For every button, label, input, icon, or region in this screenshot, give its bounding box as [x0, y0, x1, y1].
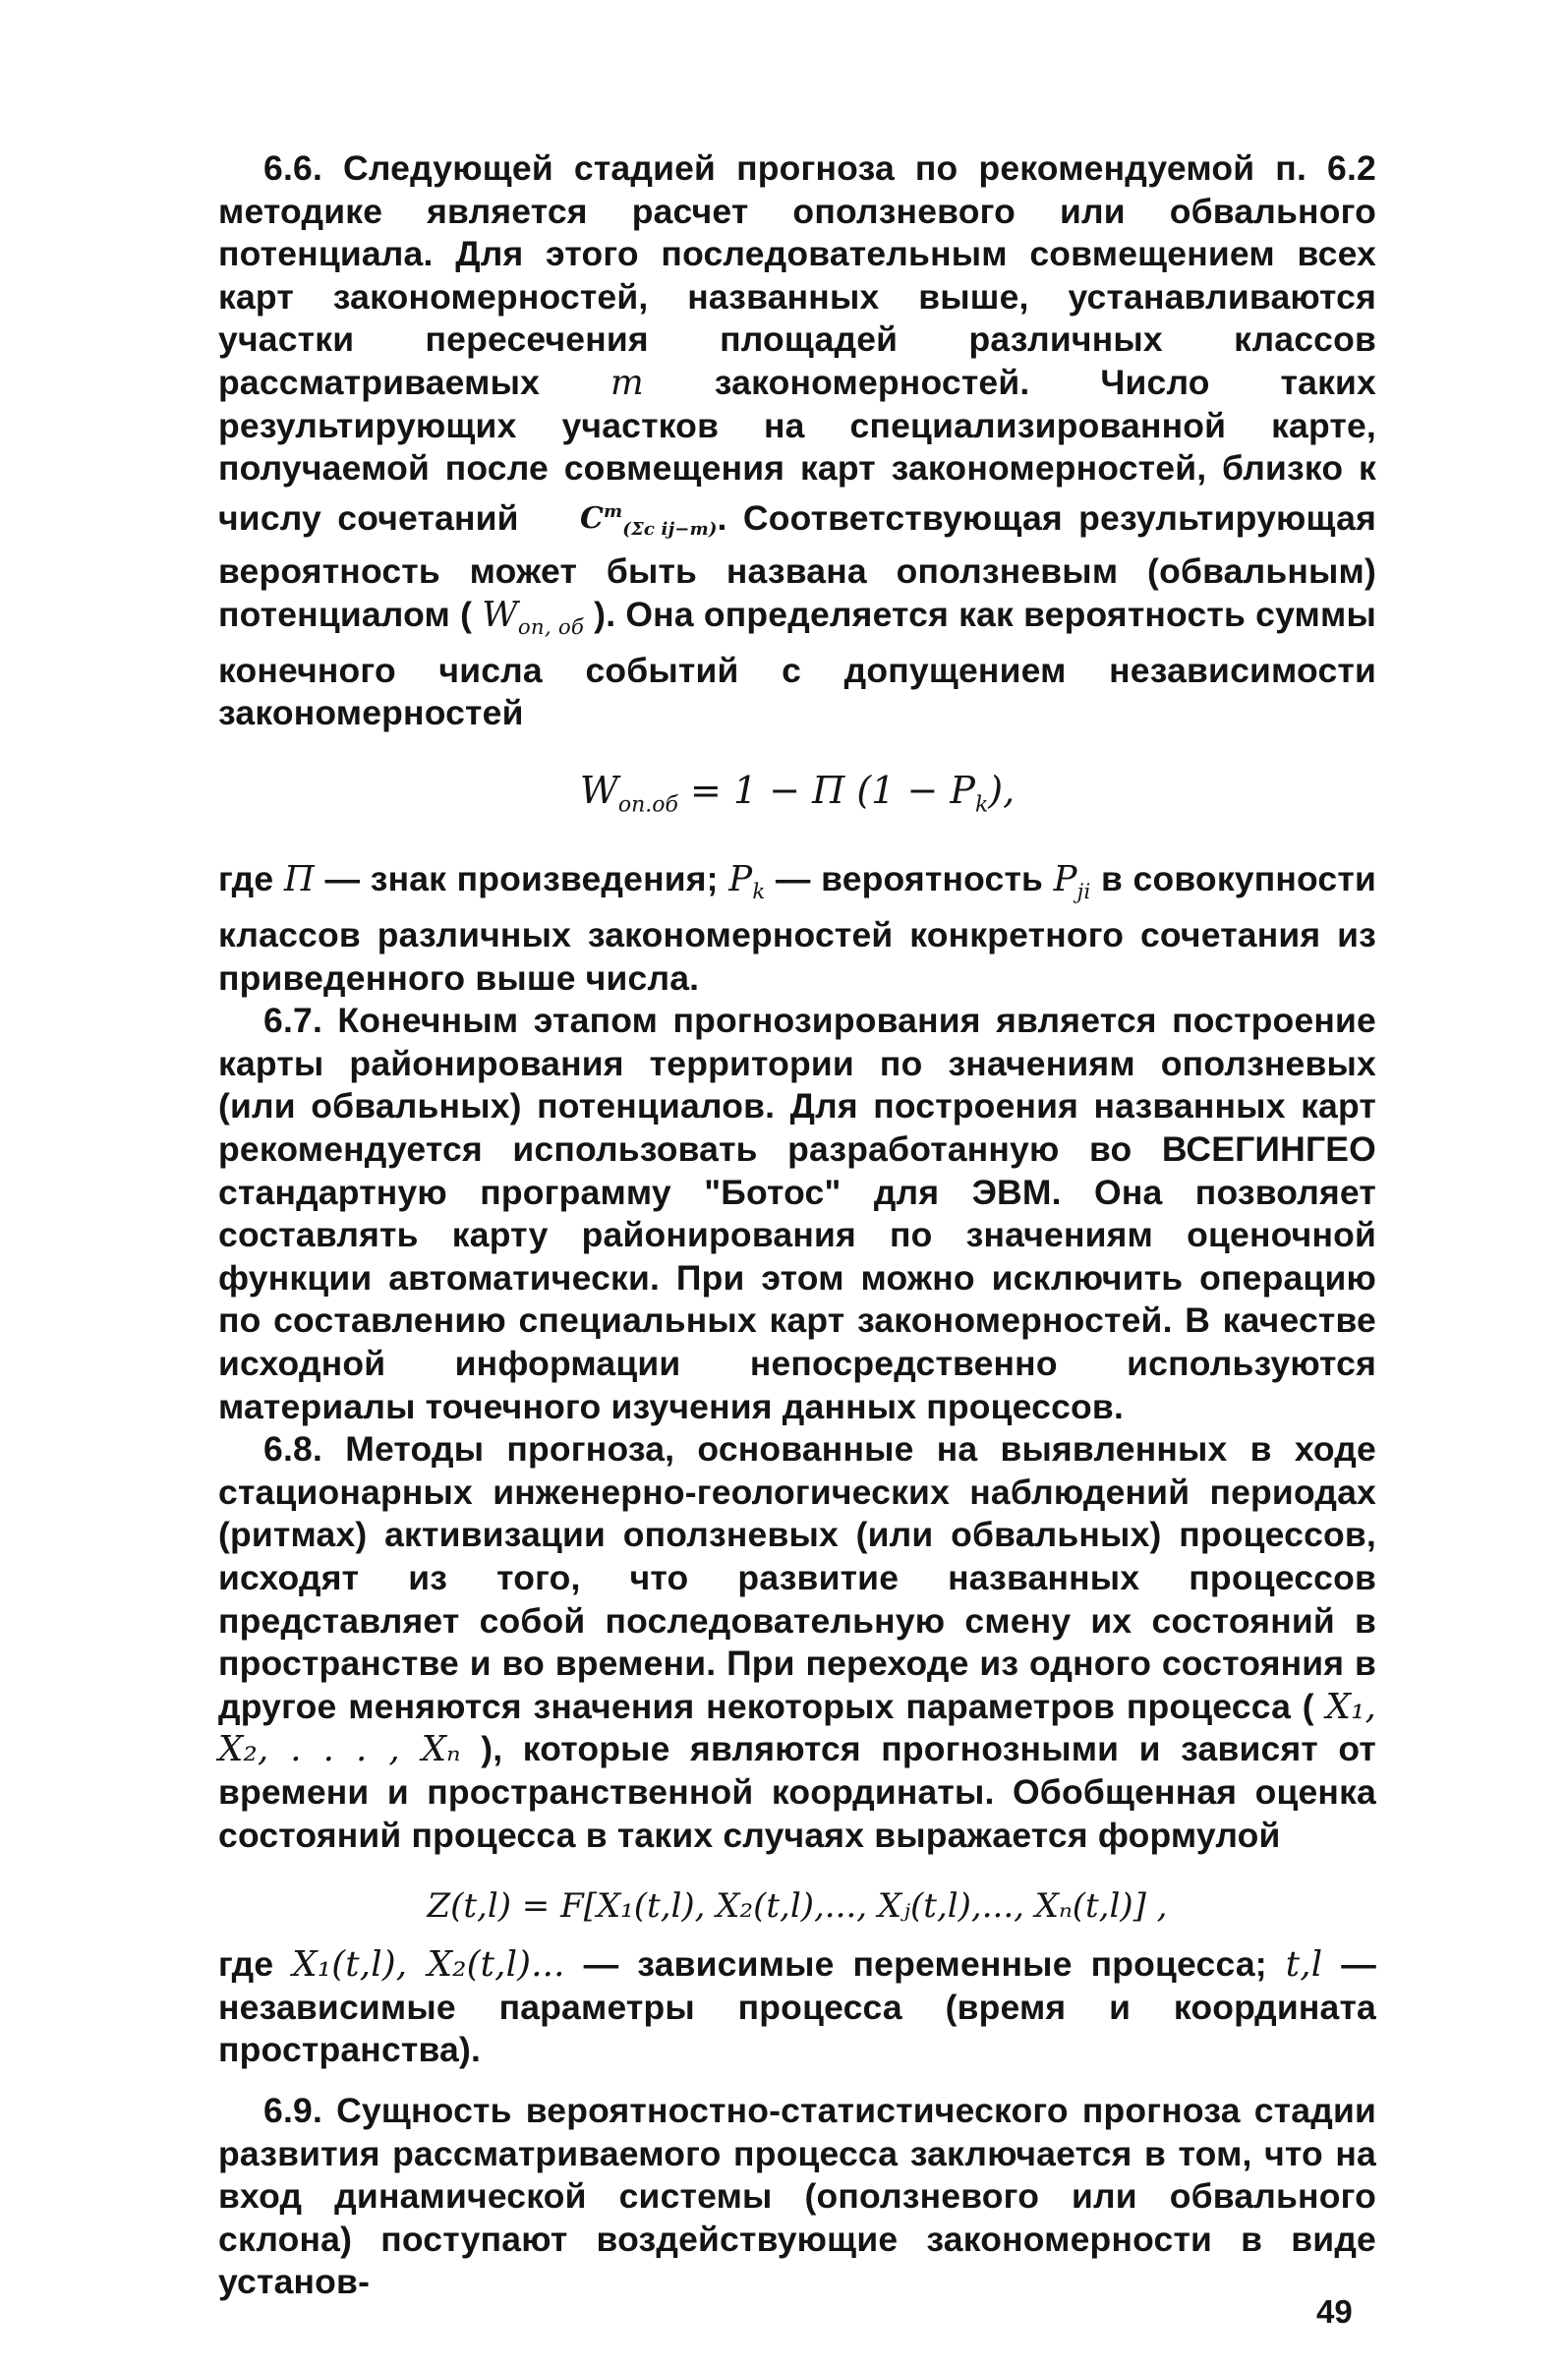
paragraph-number: 6.9.	[263, 2090, 323, 2130]
paragraph-6-7	[218, 1000, 1376, 1428]
formula-state: Z(t,l) = F[X₁(t,l), X₂(t,l),..., Xⱼ(t,l),..., Xₙ(t,l)] ,	[427, 1886, 1168, 1927]
potential-symbol: $W_{оп, об}$	[482, 594, 585, 641]
paragraph-number: 6.6.	[263, 148, 323, 188]
paragraph-number: 6.8.	[263, 1429, 323, 1470]
formula-explanation: где X₁(t,l), X₂(t,l)... — зависимые переменные процесса; t,l — независимые параметры процесса (время и координата пространства).	[218, 1944, 1376, 2070]
combination-formula: $C^m_{(\Sigma c ij-m)}$	[579, 500, 718, 540]
math-symbol-m: m	[610, 362, 644, 403]
page-body	[218, 147, 1376, 2304]
paragraph-text: Сущность вероятностно-статистического прогноза стадии развития рассматриваемого процесса заключается в том, что на вход динамической системы (оползневого или обвального склона) поступают воздействующие закономерности в виде установ-	[218, 2090, 1376, 2302]
paragraph-text: ), которые являются прогнозными и зависят от времени и пространственной координаты. Обобщенная оценка состояний процесса в таких случаях выражается формулой	[218, 1729, 1376, 1855]
formula-explanation: где П — знак произведения; $P_k$ — вероятность $P_{ji}$ в совокупности классов различных закономерностей конкретного сочетания из приведенного выше числа.	[218, 859, 1376, 998]
paragraph-text: ). Она определяется как вероятность суммы конечного числа событий с допущением независимости закономерностей	[218, 594, 1376, 733]
paragraph-6-6	[218, 147, 1376, 735]
paragraph-text: Методы прогноза, основанные на выявленных в ходе стационарных инженерно-геологических наблюдений периодах (ритмах) активизации оползневых (или обвальных) процессов, исходят из того, что развитие названных процессов представляет собой последовательную смену их состояний в пространстве и во времени. При переходе из одного состояния в другое меняются значения некоторых параметров процесса (	[218, 1429, 1376, 1726]
paragraph-6-8	[218, 1428, 1376, 1857]
formula-potential: $W_{оп.об} = 1 - \Pi$ $(1 - P_k)$,	[579, 768, 1016, 818]
page-number: 49	[1316, 2293, 1353, 2330]
paragraph-text: Следующей стадией прогноза по рекомендуемой п. 6.2 методике является расчет оползневого или обвального потенциала. Для этого последовательным совмещением всех карт закономерностей, названных выше, устанавливаются участки пересечения площадей различных классов рассматриваемых	[218, 148, 1376, 402]
process-parameters: X₁, X₂, . . . , Xₙ	[218, 1686, 1376, 1770]
paragraph-6-9	[218, 2090, 1376, 2304]
paragraph-number: 6.7.	[263, 1001, 323, 1041]
paragraph-text: . Соответствующая результирующая вероятность может быть названа оползневым (обвальным) потенциалом (	[218, 497, 1376, 634]
paragraph-text: Конечным этапом прогнозирования является построение карты районирования территории по значениям оползневых (или обвальных) потенциалов. Для построения названных карт рекомендуется использовать разработанную во ВСЕГИНГЕО стандартную программу "Ботос" для ЭВМ. Она позволяет составлять карту районирования по значениям оценочной функции автоматически. При этом можно исключить операцию по составлению специальных карт закономерностей. В качестве исходной информации непосредственно используются материалы точечного изучения данных процессов.	[218, 1001, 1376, 1426]
paragraph-text: закономерностей. Число таких результирующих участков на специализированной карте, получаемой после совмещения карт закономерностей, близко к числу сочетаний	[218, 362, 1377, 538]
